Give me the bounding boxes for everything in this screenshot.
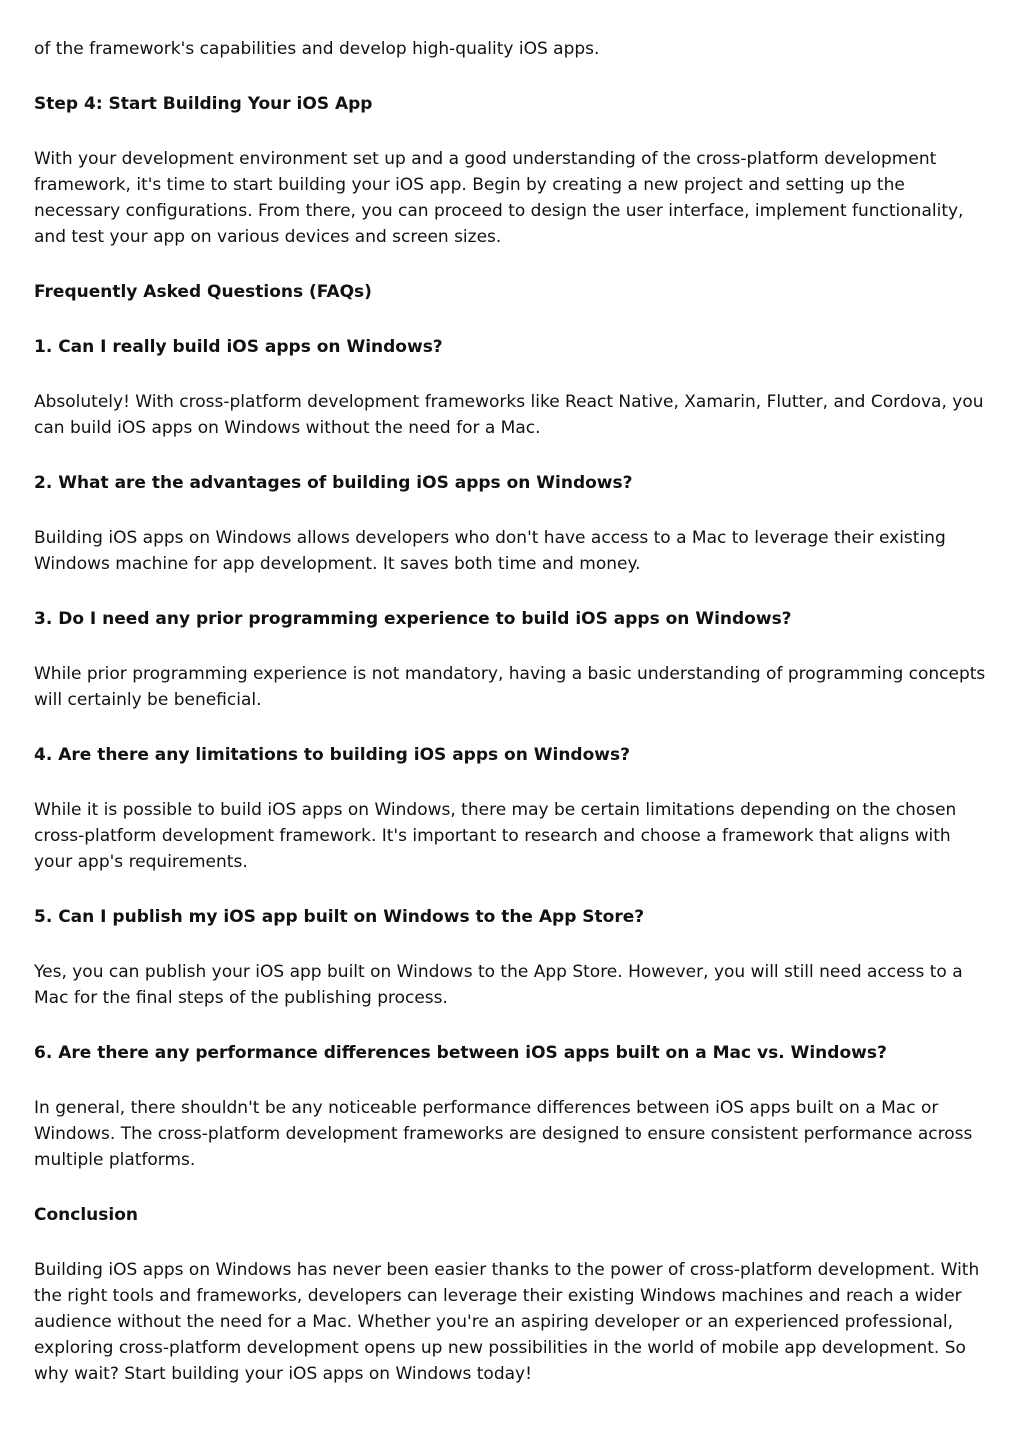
step4-heading: Step 4: Start Building Your iOS App bbox=[34, 94, 373, 114]
conclusion-paragraph: Building iOS apps on Windows has never been easier thanks to the power of cross-platform development. With the right tools and frameworks, developers can leverage their existing Windows machines and reach a wider audience without the need for a Mac. Whether you're an aspiring developer or an experienced professional, exploring cross-platform development opens up new possibilities in the world of mobile app development. So why wait? Start building your iOS apps on Windows today! bbox=[34, 1260, 980, 1384]
faq-question-4: 4. Are there any limitations to building iOS apps on Windows? bbox=[34, 745, 630, 765]
faq-question-5: 5. Can I publish my iOS app built on Windows to the App Store? bbox=[34, 907, 645, 927]
conclusion-heading: Conclusion bbox=[34, 1205, 138, 1225]
faq-question-3: 3. Do I need any prior programming experience to build iOS apps on Windows? bbox=[34, 609, 792, 629]
faq-heading: Frequently Asked Questions (FAQs) bbox=[34, 282, 372, 302]
faq-answer-5: Yes, you can publish your iOS app built on Windows to the App Store. However, you will still need access to a Mac for the final steps of the publishing process. bbox=[34, 962, 963, 1008]
faq-answer-2: Building iOS apps on Windows allows developers who don't have access to a Mac to leverage their existing Windows machine for app development. It saves both time and money. bbox=[34, 528, 946, 574]
step4-paragraph: With your development environment set up and a good understanding of the cross-platform development framework, it's time to start building your iOS app. Begin by creating a new project and setting up the necessary configurations. From there, you can proceed to design the user interface, implement functionality, and test your app on various devices and screen sizes. bbox=[34, 149, 964, 247]
faq-answer-3: While prior programming experience is not mandatory, having a basic understanding of programming concepts will certainly be beneficial. bbox=[34, 664, 986, 710]
faq-answer-1: Absolutely! With cross-platform development frameworks like React Native, Xamarin, Flutter, and Cordova, you can build iOS apps on Windows without the need for a Mac. bbox=[34, 392, 984, 438]
faq-question-6: 6. Are there any performance differences between iOS apps built on a Mac vs. Windows? bbox=[34, 1043, 887, 1063]
intro-paragraph: of the framework's capabilities and develop high-quality iOS apps. bbox=[34, 39, 600, 59]
faq-question-1: 1. Can I really build iOS apps on Windows? bbox=[34, 337, 443, 357]
faq-question-2: 2. What are the advantages of building iOS apps on Windows? bbox=[34, 473, 633, 493]
faq-answer-6: In general, there shouldn't be any noticeable performance differences between iOS apps built on a Mac or Windows. The cross-platform development frameworks are designed to ensure consistent performance across multiple platforms. bbox=[34, 1098, 973, 1170]
faq-answer-4: While it is possible to build iOS apps on Windows, there may be certain limitations depending on the chosen cross-platform development framework. It's important to research and choose a framework that aligns with your app's requirements. bbox=[34, 800, 957, 872]
